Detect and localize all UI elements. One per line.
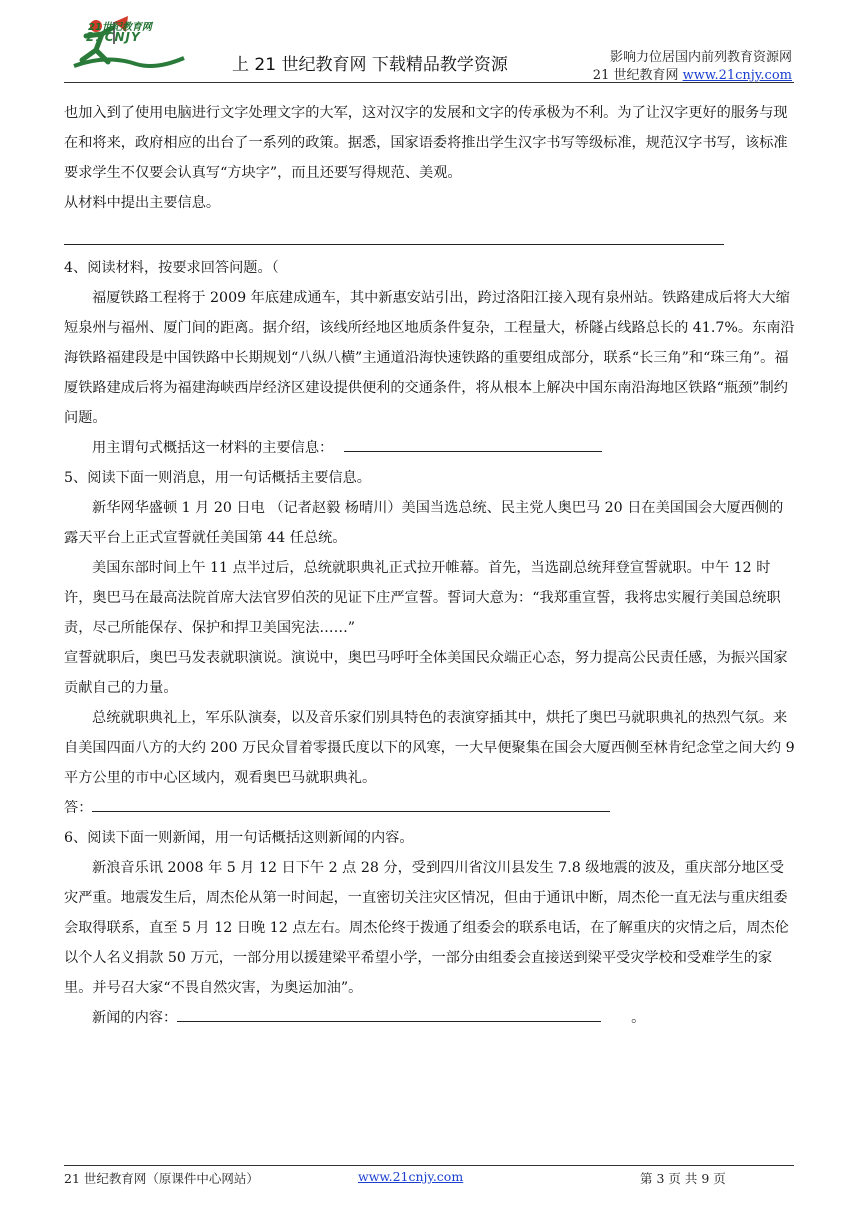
header-site-link[interactable]: www.21cnjy.com — [682, 68, 792, 83]
answer-label: 答： — [64, 800, 93, 816]
question-6-prompt-line — [64, 1003, 796, 1033]
paragraph-intro: 也加入到了使用电脑进行文字处理文字的大军，这对汉字的发展和文字的传承极为不利。为了让汉字更好的服务与现在和将来，政府相应的出台了一系列的政策。据悉，国家语委将推出学生汉字书写等级标准，规范汉字书写，该标准要求学生不仅要会认真写“方块字”，而且还要写得规范、美观。 — [64, 105, 788, 181]
header-slogan: 影响力位居国内前列教育资源网 — [609, 50, 792, 65]
page-header — [0, 0, 860, 96]
footer-page-number: 第 3 页 共 9 页 — [640, 1171, 726, 1186]
paragraph-task: 从材料中提出主要信息。 — [64, 195, 221, 211]
logo-text-bottom: 21CNJY — [86, 30, 141, 44]
question-5-para-1: 新华网华盛顿 1 月 20 日电 （记者赵毅 杨晴川）美国当选总统、民主党人奥巴马 20 日在美国国会大厦西侧的露天平台上正式宣誓就任美国第 44 任总统。 — [64, 500, 784, 546]
question-6-passage: 新浪音乐讯 2008 年 5 月 12 日下午 2 点 28 分，受到四川省汶川县发生 7.8 级地震的波及，重庆部分地区受灾严重。地震发生后，周杰伦从第一时间起，一直密切关注灾区情况，但由于通讯中断，周杰伦一直无法与重庆组委会取得联系，直至 5 月 12 日晚 12 点左右。周杰伦终于拨通了组委会的联系电话，在了解重庆的灾情之后，周杰伦以个人名义捐款 50 万元，一部分用以援建梁平希望小学，一部分由组委会直接送到梁平受灾学校和受难学生的家里。并号召大家“不畏自然灾害，为奥运加油”。 — [64, 860, 789, 996]
header-site-line — [593, 64, 792, 83]
answer-blank[interactable] — [177, 1005, 601, 1022]
footer-site-name: 21 世纪教育网（原课件中心网站） — [64, 1171, 259, 1186]
question-5-para-3: 宣誓就职后，奥巴马发表就职演说。演说中，奥巴马呼吁全体美国民众端正心态，努力提高公民责任感，为振兴国家贡献自己的力量。 — [64, 650, 788, 696]
sentence-end: 。 — [631, 1010, 646, 1026]
answer-blank[interactable] — [92, 795, 610, 812]
question-5-para-4: 总统就职典礼上，军乐队演奏，以及音乐家们别具特色的表演穿插其中，烘托了奥巴马就职典礼的热烈气氛。来自美国四面八方的大约 200 万民众冒着零摄氏度以下的风寒，一大早便聚集在国会大厦西侧至林肯纪念堂之间大约 9 平方公里的市中心区域内，观看奥巴马就职典礼。 — [64, 710, 795, 786]
header-divider — [64, 82, 794, 83]
question-4-passage: 福厦铁路工程将于 2009 年底建成通车，其中新惠安站引出，跨过洛阳江接入现有泉州站。铁路建成后将大大缩短泉州与福州、厦门间的距离。据介绍，该线所经地区地质条件复杂，工程量大，桥隧占线路总长的 41.7%。东南沿海铁路福建段是中国铁路中长期规划“八纵八横”主通道沿海快速铁路的重要组成部分，联系“长三角”和“珠三角”。福厦铁路建成后将为福建海峡西岸经济区建设提供便利的交通条件，将从根本上解决中国东南沿海地区铁路“瓶颈”制约问题。 — [64, 290, 795, 426]
footer-divider — [64, 1165, 794, 1166]
footer-site-link[interactable]: www.21cnjy.com — [358, 1169, 464, 1184]
header-title: 上 21 世纪教育网 下载精品教学资源 — [232, 55, 508, 75]
question-5-title: 5、阅读下面一则消息，用一句话概括主要信息。 — [64, 470, 371, 486]
question-4-prompt: 用主谓句式概括这一材料的主要信息： — [92, 440, 334, 456]
footer-link-wrap — [358, 1169, 463, 1184]
logo-text-top: 21世纪教育网 — [88, 22, 152, 33]
answer-blank[interactable] — [344, 435, 602, 452]
question-5-answer-line — [64, 793, 796, 823]
question-4-prompt-line — [64, 433, 796, 463]
question-6-title: 6、阅读下面一则新闻，用一句话概括这则新闻的内容。 — [64, 830, 414, 846]
question-5-para-2: 美国东部时间上午 11 点半过后，总统就职典礼正式拉开帷幕。首先，当选副总统拜登宣誓就职。中午 12 时许，奥巴马在最高法院首席大法官罗伯茨的见证下庄严宣誓。誓词大意为：“我郑重宣誓，我将忠实履行美国总统职责，尽己所能保存、保护和捍卫美国宪法……” — [64, 560, 781, 636]
header-site-name: 21 世纪教育网 — [592, 68, 683, 83]
document-body — [64, 98, 796, 1033]
question-4-title: 4、阅读材料，按要求回答问题。（ — [64, 260, 279, 276]
answer-line[interactable] — [64, 218, 724, 245]
question-6-prompt: 新闻的内容： — [92, 1010, 178, 1026]
